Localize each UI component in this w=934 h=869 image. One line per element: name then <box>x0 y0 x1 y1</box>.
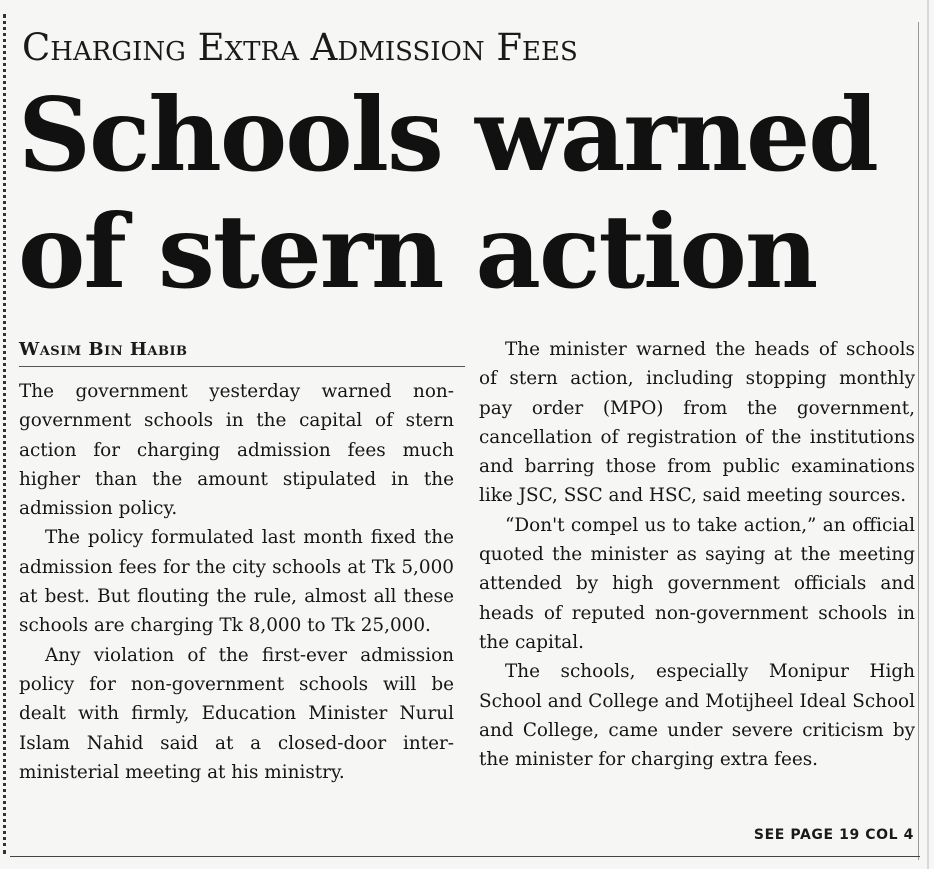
paragraph: The schools, especially Monipur High School and College and Motijheel Ideal School and College, came under severe criticism by the minister for charging extra fees. <box>479 661 915 771</box>
paragraph: The government yesterday warned non-government schools in the capital of stern action for charging admission fees much higher than the amount stipulated in the admission policy. <box>19 381 454 520</box>
article-column-right <box>479 335 915 774</box>
bottom-rule <box>10 856 920 857</box>
headline-line-2: of stern action <box>18 192 817 311</box>
right-edge-rule <box>927 0 929 869</box>
paragraph: “Don't compel us to take action,” an official quoted the minister as saying at the meeting attended by high government officials and heads of reputed non-government schools in the capital. <box>479 514 915 653</box>
byline: Wasim Bin Habib <box>19 339 188 360</box>
paragraph: The policy formulated last month fixed the admission fees for the city schools at Tk 5,000 at best. But flouting the rule, almost all these schools are charging Tk 8,000 to Tk 25,000. <box>19 527 454 637</box>
continuation-reference: SEE PAGE 19 COL 4 <box>753 827 914 843</box>
article-column-left <box>19 377 454 787</box>
paragraph: Any violation of the first-ever admission policy for non-government schools will be dealt with firmly, Education Minister Nurul Islam Nahid said at a closed-door inter-ministerial meeting at his ministry. <box>19 644 454 783</box>
article-headline <box>18 76 918 310</box>
byline-rule <box>19 366 465 367</box>
headline-line-1: Schools warned <box>18 75 877 194</box>
article-kicker: Charging Extra Admission Fees <box>22 26 578 69</box>
paragraph: The minister warned the heads of schools of stern action, including stopping monthly pay order (MPO) from the government, cancellation of registration of the institutions and barring those from public examinations like JSC, SSC and HSC, said meeting sources. <box>479 339 915 507</box>
right-column-rule <box>918 22 919 860</box>
left-dotted-border <box>3 14 6 854</box>
